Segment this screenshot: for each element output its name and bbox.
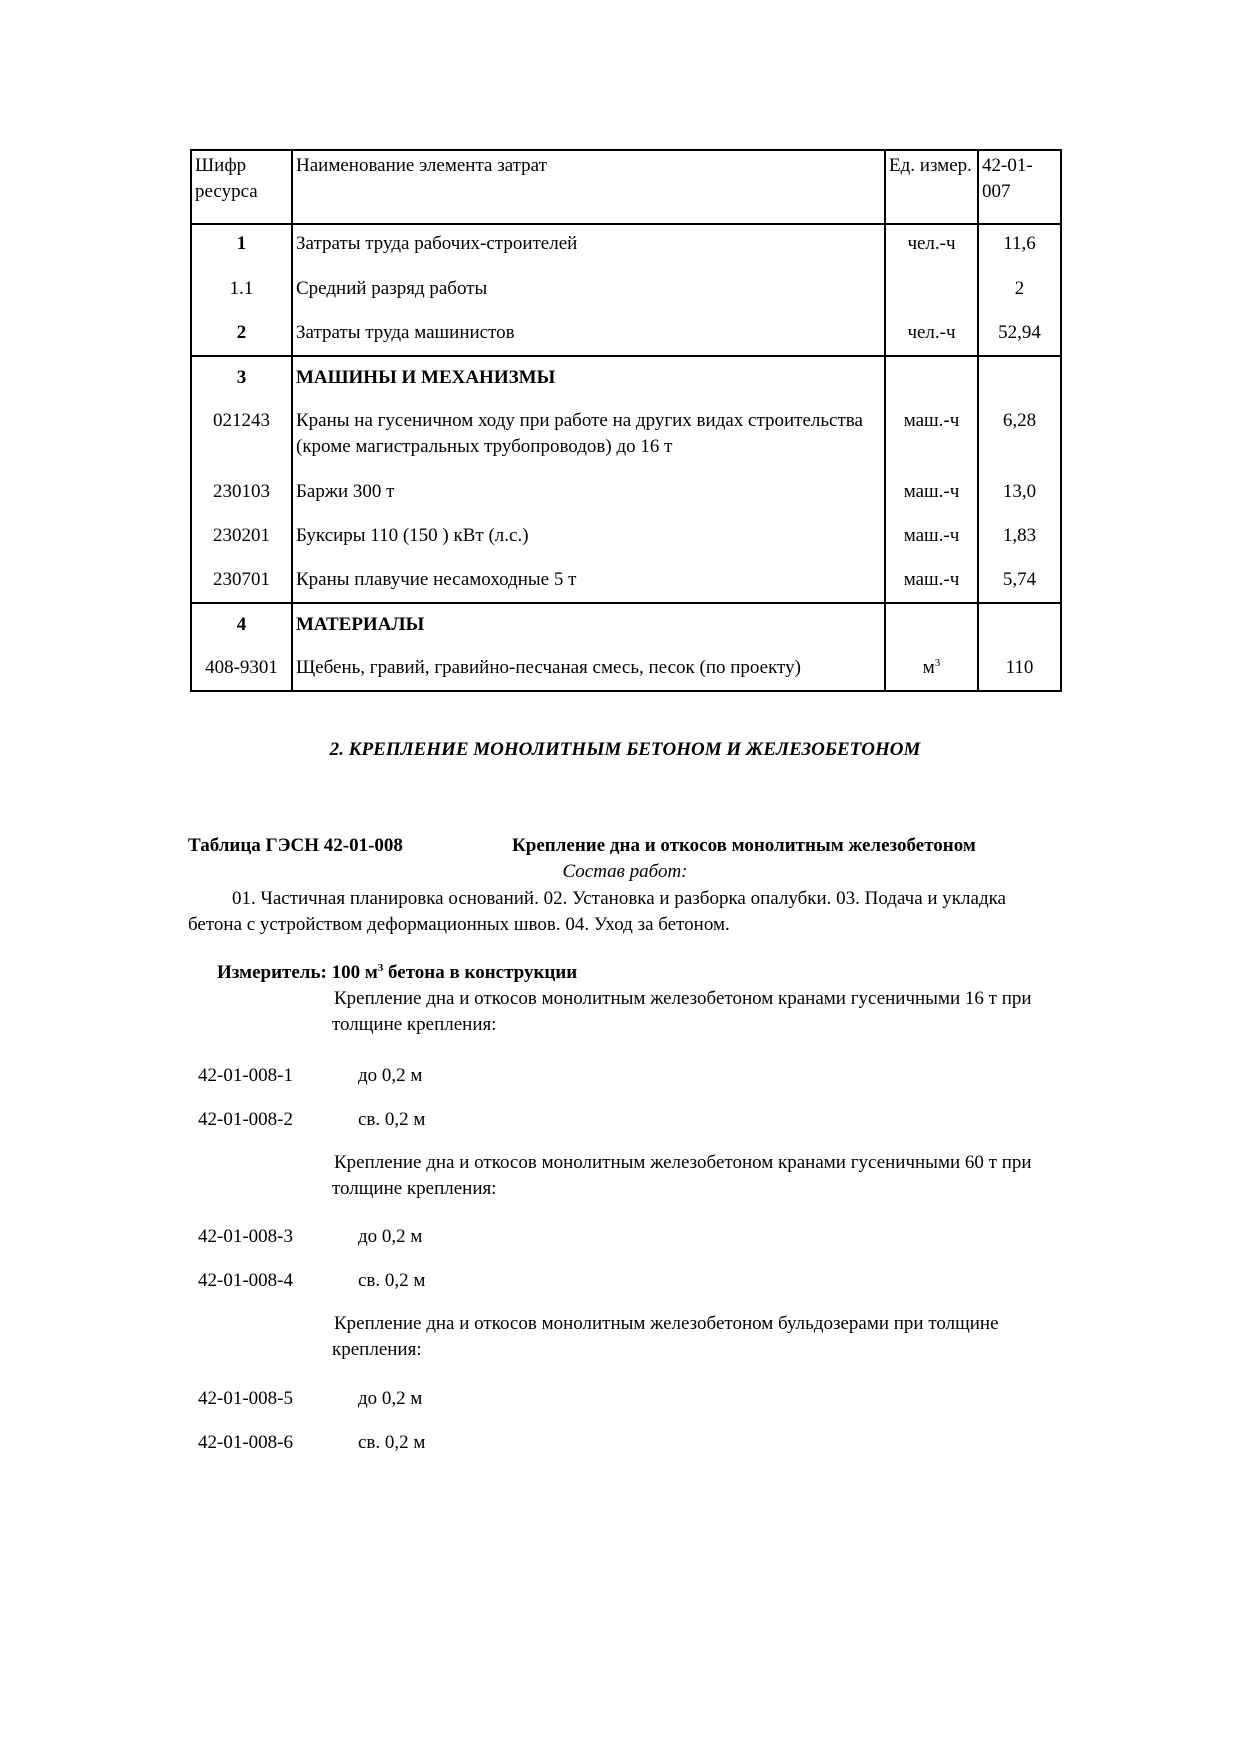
table-heading: Крепление дна и откосов монолитным железобетоном xyxy=(512,835,976,856)
row-unit: маш.-ч xyxy=(885,471,978,515)
row-value: 6,28 xyxy=(978,400,1061,471)
row-code: 1 xyxy=(191,224,292,268)
row-name: Баржи 300 т xyxy=(292,471,885,515)
item-code: 42-01-008-2 xyxy=(198,1109,293,1130)
measure-suffix: бетона в конструкции xyxy=(383,962,578,983)
row-code: 230701 xyxy=(191,559,292,603)
row-value: 2 xyxy=(978,268,1061,312)
measure-superscript: 3 xyxy=(377,962,384,974)
measure-unit xyxy=(217,960,577,986)
row-name: МАТЕРИАЛЫ xyxy=(292,603,885,647)
row-name: Буксиры 110 (150 ) кВт (л.с.) xyxy=(292,515,885,559)
item-description: до 0,2 м xyxy=(358,1388,423,1409)
row-unit: чел.-ч xyxy=(885,312,978,356)
row-unit: чел.-ч xyxy=(885,224,978,268)
group-description: Крепление дна и откосов монолитным железобетоном кранами гусеничными 60 т при толщине крепления: xyxy=(332,1152,1032,1199)
table-row xyxy=(191,312,1061,356)
item-code: 42-01-008-1 xyxy=(198,1065,293,1086)
row-value: 52,94 xyxy=(978,312,1061,356)
row-value: 5,74 xyxy=(978,559,1061,603)
table-row xyxy=(191,268,1061,312)
row-unit xyxy=(885,268,978,312)
item-description: до 0,2 м xyxy=(358,1065,423,1086)
unit-superscript: 3 xyxy=(934,657,941,669)
item-code: 42-01-008-6 xyxy=(198,1432,293,1453)
row-code: 3 xyxy=(191,356,292,400)
item-code: 42-01-008-5 xyxy=(198,1388,293,1409)
item-description: до 0,2 м xyxy=(358,1226,423,1247)
row-unit xyxy=(885,356,978,400)
table-row xyxy=(191,647,1061,691)
work-composition-text: 01. Частичная планировка оснований. 02. Установка и разборка опалубки. 03. Подача и укладка бетона с устройством деформационных швов. 04. Уход за бетоном. xyxy=(188,888,1006,935)
row-unit xyxy=(885,603,978,647)
item-description: св. 0,2 м xyxy=(358,1270,426,1291)
row-code: 408-9301 xyxy=(191,647,292,691)
table-row xyxy=(191,559,1061,603)
table-row xyxy=(191,224,1061,268)
row-value: 13,0 xyxy=(978,471,1061,515)
row-name: Затраты труда рабочих-строителей xyxy=(292,224,885,268)
row-value: 11,6 xyxy=(978,224,1061,268)
item-description: св. 0,2 м xyxy=(358,1109,426,1130)
table-label: Таблица ГЭСН 42-01-008 xyxy=(188,835,403,856)
table-row xyxy=(191,356,1061,400)
row-name: Средний разряд работы xyxy=(292,268,885,312)
row-code: 230201 xyxy=(191,515,292,559)
row-code: 021243 xyxy=(191,400,292,471)
row-value xyxy=(978,356,1061,400)
row-name: Затраты труда машинистов xyxy=(292,312,885,356)
resource-table xyxy=(190,149,1062,692)
row-value: 1,83 xyxy=(978,515,1061,559)
row-unit: маш.-ч xyxy=(885,559,978,603)
group-description: Крепление дна и откосов монолитным железобетоном кранами гусеничными 16 т при толщине крепления: xyxy=(332,988,1032,1035)
row-name: МАШИНЫ И МЕХАНИЗМЫ xyxy=(292,356,885,400)
table-row xyxy=(191,515,1061,559)
table-row xyxy=(191,400,1061,471)
header-name: Наименование элемента затрат xyxy=(292,150,885,224)
table-row xyxy=(191,603,1061,647)
measure-prefix: Измеритель: 100 м xyxy=(217,962,378,983)
header-unit: Ед. измер. xyxy=(885,150,978,224)
row-name: Краны плавучие несамоходные 5 т xyxy=(292,559,885,603)
item-description: св. 0,2 м xyxy=(358,1432,426,1453)
header-code: Шифр ресурса xyxy=(191,150,292,224)
section-title: 2. КРЕПЛЕНИЕ МОНОЛИТНЫМ БЕТОНОМ И ЖЕЛЕЗОБЕТОНОМ xyxy=(329,739,921,760)
unit-text: м xyxy=(922,657,935,678)
header-value: 42-01-007 xyxy=(978,150,1061,224)
row-code: 230103 xyxy=(191,471,292,515)
row-unit: маш.-ч xyxy=(885,400,978,471)
row-code: 4 xyxy=(191,603,292,647)
row-unit: маш.-ч xyxy=(885,515,978,559)
row-name: Щебень, гравий, гравийно-песчаная смесь, песок (по проекту) xyxy=(292,647,885,691)
row-code: 2 xyxy=(191,312,292,356)
item-code: 42-01-008-4 xyxy=(198,1270,293,1291)
row-value xyxy=(978,603,1061,647)
table-row xyxy=(191,471,1061,515)
row-unit xyxy=(885,647,978,691)
work-composition-label: Состав работ: xyxy=(562,861,688,882)
group-description: Крепление дна и откосов монолитным железобетоном бульдозерами при толщине крепления: xyxy=(332,1313,999,1360)
item-code: 42-01-008-3 xyxy=(198,1226,293,1247)
row-value: 110 xyxy=(978,647,1061,691)
table-header-row xyxy=(191,150,1061,224)
row-name: Краны на гусеничном ходу при работе на других видах строительства (кроме магистральных трубопроводов) до 16 т xyxy=(292,400,885,471)
row-code: 1.1 xyxy=(191,268,292,312)
